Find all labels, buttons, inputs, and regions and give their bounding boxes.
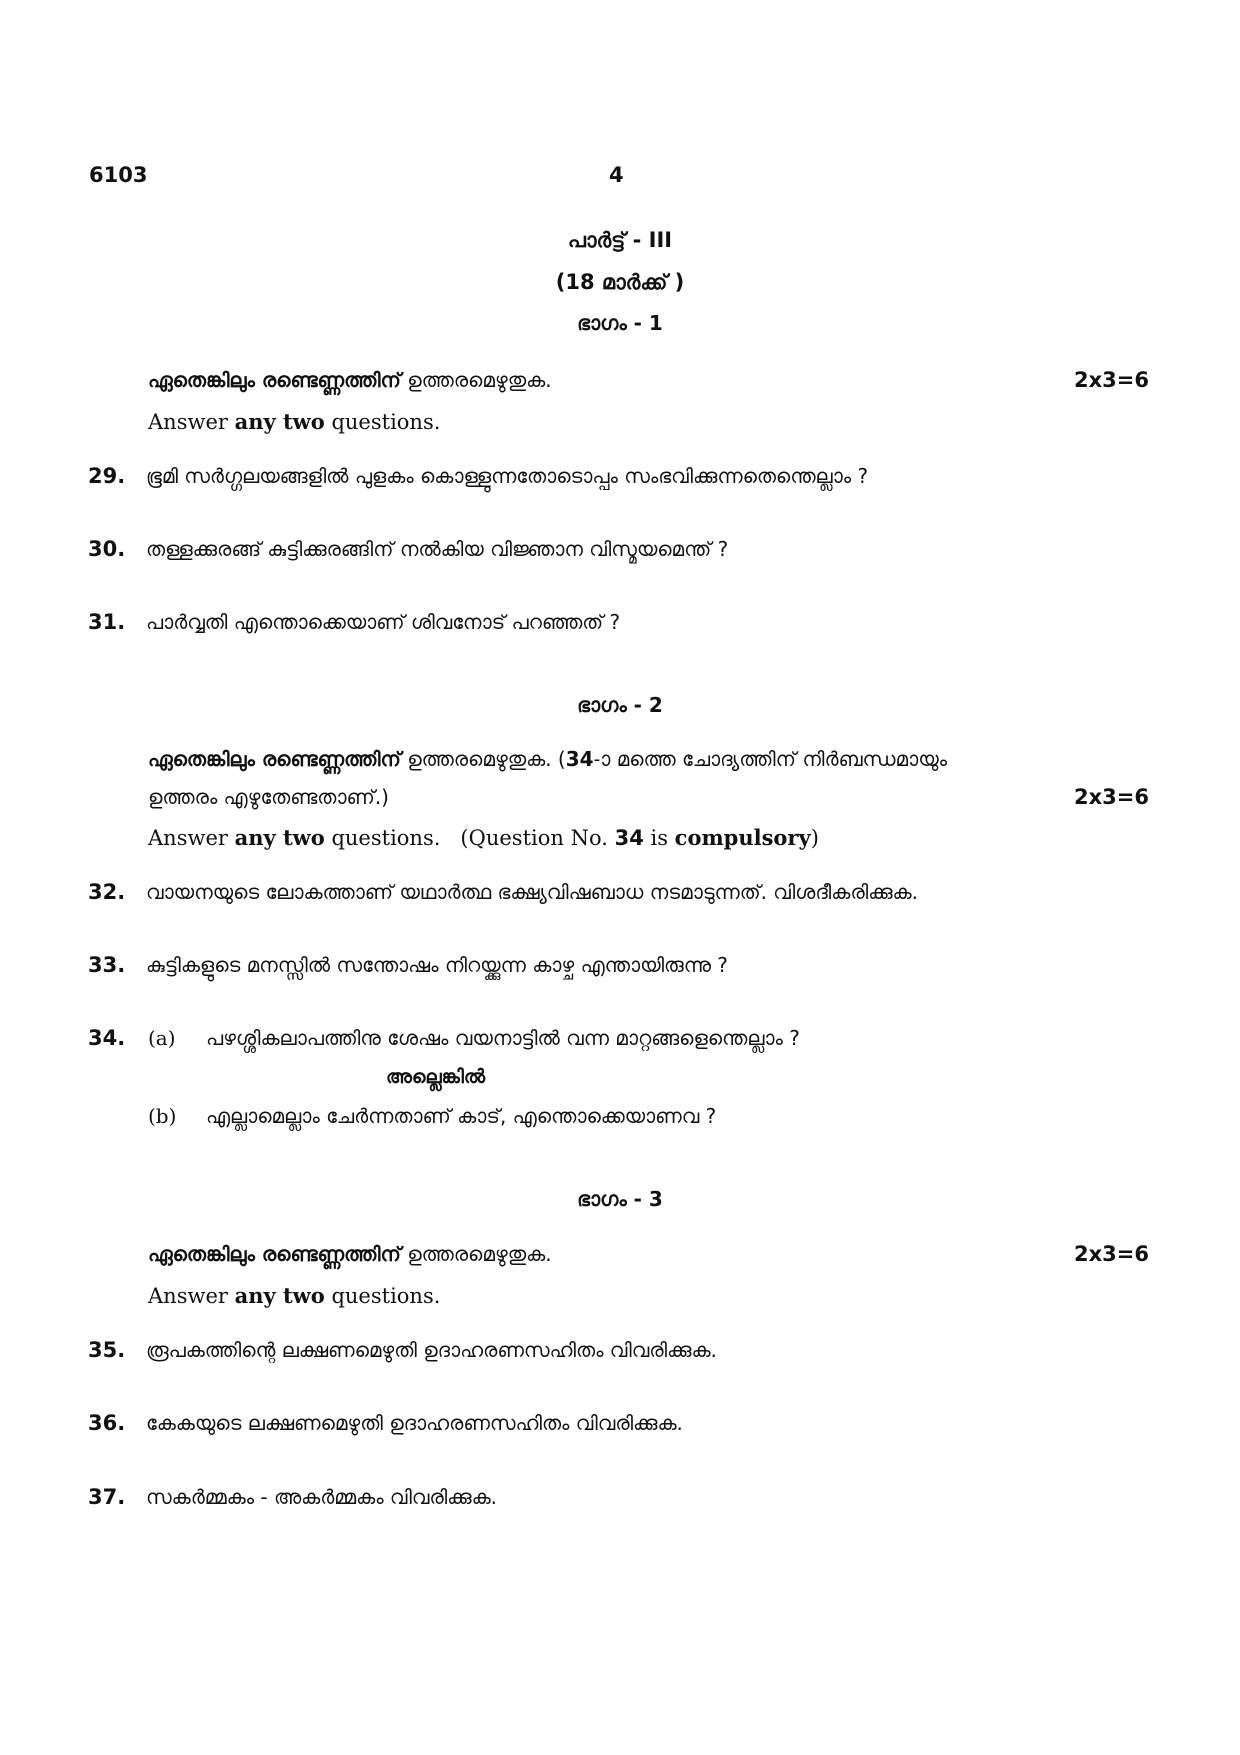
section-1-marks: 2x3=6 xyxy=(1074,368,1149,392)
question-number: 35. xyxy=(88,1338,126,1362)
instruction-en-compulsory: compulsory xyxy=(674,825,811,850)
instruction-ml-bold: ഏതെങ്കിലും രണ്ടെണ്ണത്തിന് xyxy=(148,368,401,392)
question-number: 32. xyxy=(88,880,126,904)
section-3-instruction-en xyxy=(148,1283,440,1308)
instruction-ml-text: ഉത്തരമെഴുതുക. xyxy=(407,368,552,392)
instruction-en-is: is xyxy=(643,826,675,850)
instruction-ml-text: ഉത്തരമെഴുതുക. ( xyxy=(407,747,566,771)
instruction-ml-bold: ഏതെങ്കിലും രണ്ടെണ്ണത്തിന് xyxy=(148,1242,401,1266)
question-number: 29. xyxy=(88,464,126,488)
part-marks: (18 മാർക്ക് ) xyxy=(555,270,685,294)
question-text: തള്ളക്കുരങ്ങ് കുട്ടിക്കുരങ്ങിന് നൽകിയ വിജ്ഞാന വിസ്മയമെന്ത് ? xyxy=(146,537,729,561)
section-2-marks: 2x3=6 xyxy=(1074,785,1149,809)
section-2-instruction-ml xyxy=(148,747,947,771)
instruction-ml-bold: ഏതെങ്കിലും രണ്ടെണ്ണത്തിന് xyxy=(148,747,401,771)
instruction-en-bold: any two xyxy=(234,1283,325,1308)
question-text: പാർവ്വതി എന്തൊക്കെയാണ് ശിവനോട് പറഞ്ഞത് ? xyxy=(146,610,621,634)
section-1-instruction-ml xyxy=(148,368,552,392)
question-number: 34. xyxy=(88,1026,126,1050)
section-1-title: ഭാഗം - 1 xyxy=(577,311,663,335)
question-text: സകർമ്മകം - അകർമ്മകം വിവരിക്കുക. xyxy=(146,1485,498,1509)
question-number: 37. xyxy=(88,1485,126,1509)
question-text: വായനയുടെ ലോകത്താണ് യഥാർത്ഥ ഭക്ഷ്യവിഷബാധ നടമാടുന്നത്. വിശദീകരിക്കുക. xyxy=(146,880,918,904)
section-2-instruction-en xyxy=(148,825,819,850)
section-1-instruction-en xyxy=(148,409,440,434)
instruction-en-pre: Answer xyxy=(148,826,235,850)
instruction-en-bold: any two xyxy=(234,409,325,434)
instruction-en-mid: questions. (Question No. xyxy=(324,826,615,850)
question-text: രൂപകത്തിന്റെ ലക്ഷണമെഴുതി ഉദാഹരണസഹിതം വിവരിക്കുക. xyxy=(146,1338,717,1362)
option-a-label: (a) xyxy=(148,1026,176,1050)
instruction-en-end: ) xyxy=(810,826,819,850)
question-number: 33. xyxy=(88,953,126,977)
question-text: കേകയുടെ ലക്ഷണമെഴുതി ഉദാഹരണസഹിതം വിവരിക്കുക. xyxy=(146,1411,683,1435)
section-2-title: ഭാഗം - 2 xyxy=(577,693,663,717)
instruction-en-number: 34 xyxy=(614,826,644,850)
section-3-title: ഭാഗം - 3 xyxy=(577,1187,663,1211)
paper-code: 6103 xyxy=(89,163,148,187)
instruction-en-pre: Answer xyxy=(148,410,235,434)
instruction-en-pre: Answer xyxy=(148,1284,235,1308)
instruction-en-post: questions. xyxy=(324,410,441,434)
instruction-ml-text: -ാ മത്തെ ചോദ്യത്തിന് നിർബന്ധമായും xyxy=(593,747,948,771)
question-number: 31. xyxy=(88,610,126,634)
question-text: കുട്ടികളുടെ മനസ്സിൽ സന്തോഷം നിറയ്ക്കുന്ന കാഴ്ച എന്തായിരുന്നു ? xyxy=(146,953,728,977)
instruction-ml-number: 34 xyxy=(565,747,594,771)
option-a-text: പഴശ്ശികലാപത്തിനു ശേഷം വയനാട്ടിൽ വന്ന മാറ്റങ്ങളെന്തെല്ലാം ? xyxy=(206,1026,800,1050)
question-number: 30. xyxy=(88,537,126,561)
section-3-instruction-ml xyxy=(148,1242,552,1266)
instruction-ml-text: ഉത്തരമെഴുതുക. xyxy=(407,1242,552,1266)
instruction-en-post: questions. xyxy=(324,1284,441,1308)
section-2-instruction-ml-line2: ഉത്തരം എഴുതേണ്ടതാണ്.) xyxy=(148,785,389,809)
instruction-en-bold: any two xyxy=(234,825,325,850)
option-b-label: (b) xyxy=(148,1104,177,1128)
page-number: 4 xyxy=(609,163,624,187)
question-number: 36. xyxy=(88,1411,126,1435)
section-3-marks: 2x3=6 xyxy=(1074,1242,1149,1266)
option-b-text: എല്ലാമെല്ലാം ചേർന്നതാണ് കാട്, എന്തൊക്കെയാണവ ? xyxy=(206,1104,717,1128)
part-title: പാർട്ട് - III xyxy=(567,228,673,252)
or-label: അല്ലെങ്കിൽ xyxy=(386,1066,486,1088)
question-text: ഭൂമി സർഗ്ഗലയങ്ങളിൽ പുളകം കൊള്ളുന്നതോടൊപ്പം സംഭവിക്കുന്നതെന്തെല്ലാം ? xyxy=(146,464,869,488)
